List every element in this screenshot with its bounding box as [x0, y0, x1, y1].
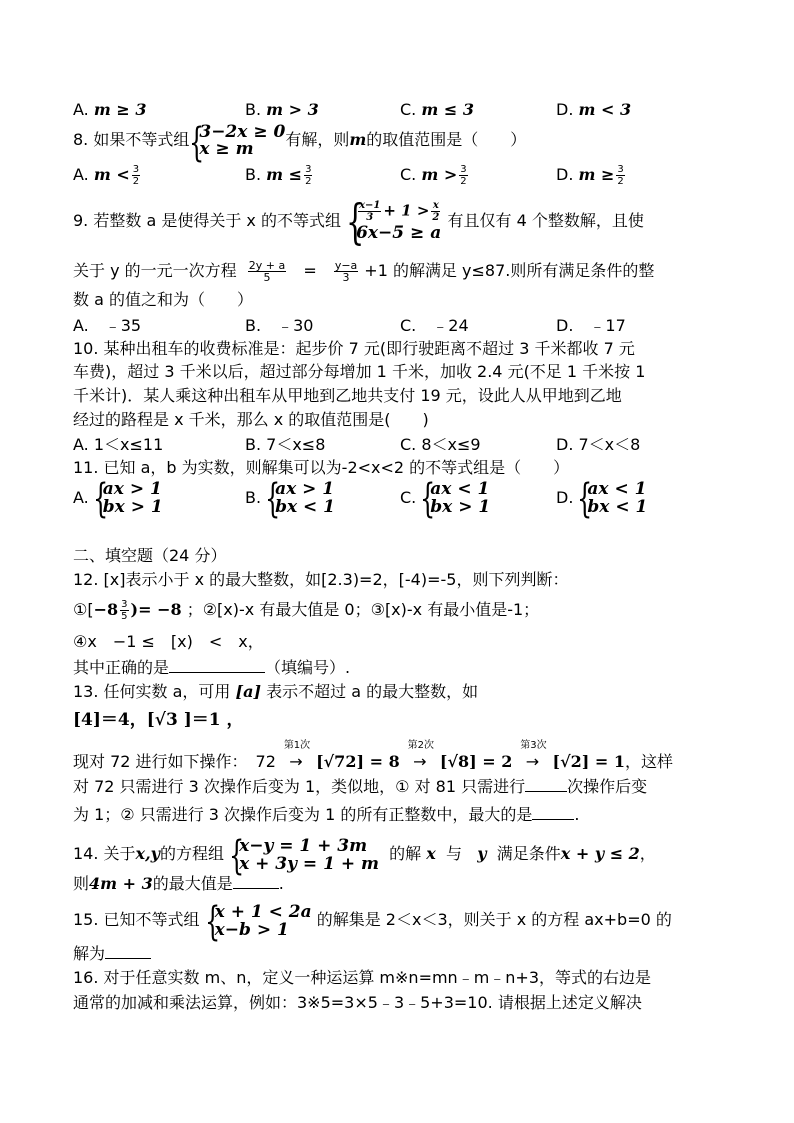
q8-var-m: m [349, 130, 367, 149]
q11-option-a: A. { ax > 1 bx > 1 [73, 476, 163, 522]
q7-option-d-letter: D. [556, 100, 579, 119]
q9-option-c: C. ﹣24 [400, 316, 469, 335]
q15-line2: 解为 [73, 944, 151, 964]
q12-answer: 其中正确的是 （填编号）. [73, 658, 351, 677]
q7-option-b: m > 3 [266, 100, 319, 119]
q10-line2: 车费)，超过 3 千米以后，超过部分每增加 1 千米，加收 2.4 元(不足 1 千米按 1 [73, 362, 646, 381]
q9-option-d: D. ﹣17 [556, 316, 626, 335]
q7-options [73, 100, 753, 122]
q13-arrow-2: 第2次 → [407, 740, 434, 771]
q14-line2: 则4m + 3的最大值是 . [73, 874, 284, 893]
q9-suffix: 有且仅有 4 个整数解，且使 [447, 211, 644, 230]
q15-stem: 15. 已知不等式组 { x + 1 < 2a x−b > 1 的解集是 2＜x＜3，则关于 x 的方程 ax+b=0 的 [73, 898, 672, 945]
q10-line1: 10. 某种出租车的收费标准是：起步价 7 元(即行驶距离不超过 3 千米都收 7 元 [73, 339, 635, 358]
q7-option-b-letter: B. [245, 100, 267, 119]
q8-system: { 3−2x ≥ 0 x ≥ m [189, 119, 286, 166]
q15-blank[interactable] [105, 958, 151, 959]
q13-line3: 为 1；② 只需进行 3 次操作后变为 1 的所有正整数中，最大的是 . [73, 805, 580, 824]
q13-stem: 13. 任何实数 a，可用 [a] 表示不超过 a 的最大整数，如 [73, 682, 479, 701]
q16-line1: 16. 对于任意实数 m、n，定义一种运运算 m※n=mn﹣m﹣n+3，等式的右边是 [73, 968, 652, 987]
q8-option-d: D. m ≥ $\frac{3}{2}$ [556, 164, 624, 187]
q11-option-d: D. { ax < 1 bx < 1 [556, 476, 648, 522]
q12-items: ①[−8 $\frac{3}{5}$ )= −8 ；②[x)-x 有最大值是 0；③[x)-x 有最小值是-1； [73, 599, 540, 622]
q13-example: [4]＝4，[√3 ]＝1 ， [73, 710, 244, 730]
q9-line3: 数 a 的值之和为（ ） [73, 290, 253, 309]
q8-option-b: B. m ≤ $\frac{3}{2}$ [245, 164, 312, 187]
q10-option-b: B. 7＜x≤8 [245, 435, 326, 454]
q13-blank-2[interactable] [532, 819, 574, 820]
q7-option-a: m ≥ 3 [93, 100, 147, 119]
q7-option-c: m ≤ 3 [421, 100, 474, 119]
q8-suffix-b: 的取值范围是（ ） [366, 130, 527, 149]
q10-line4: 经过的路程是 x 千米，那么 x 的取值范围是( ) [73, 410, 429, 429]
q10-option-c: C. 8＜x≤9 [400, 435, 481, 454]
q7-option-d: m < 3 [578, 100, 632, 119]
q14-stem: 14. 关于x,y的方程组 { x−y = 1 + 3m x + 3y = 1 + m 的解 x 与 y 满足条件x + y ≤ 2， [73, 832, 656, 879]
q10-option-d: D. 7＜x＜8 [556, 435, 641, 454]
q8-options [73, 164, 753, 196]
q16-line2: 通常的加减和乘法运算，例如：3※5=3×5﹣3﹣5+3=10. 请根据上述定义解决 [73, 993, 642, 1012]
q12-answer-blank[interactable] [169, 672, 265, 673]
section-fill-in-title: 二、填空题（24 分） [73, 546, 227, 565]
q10-option-a: A. 1＜x≤11 [73, 435, 164, 454]
q13-line2: 对 72 只需进行 3 次操作后变为 1，类似地，① 对 81 只需进行 次操作后变 [73, 777, 648, 796]
q7-option-c-letter: C. [400, 100, 422, 119]
q12-stem: 12. [x]表示小于 x 的最大整数，如[2.3)=2，[-4)=-5，则下列判断： [73, 570, 569, 589]
q8-stem [73, 119, 527, 166]
q9-system: { $\frac{x-1}{3}$ + 1 > $\frac{x}{2}$ 6x−5 ≥ a [346, 194, 442, 250]
q12-item4: ④x −1 ≤ [x) < x， [73, 632, 264, 651]
q11-options [73, 476, 753, 522]
q11-option-b: B. { ax > 1 bx < 1 [245, 476, 335, 522]
q9-options [73, 316, 753, 336]
q8-sys-row1: 3−2x ≥ 0 [199, 121, 286, 142]
q10-options [73, 435, 753, 455]
q14-blank[interactable] [233, 888, 279, 889]
q8-suffix-a: 有解，则 [285, 130, 350, 149]
q8-sys-row2: x ≥ m [199, 138, 254, 159]
q13-operation: 现对 72 进行如下操作： 72 第1次 → [√72] = 8 第2次 → [√8] = 2 第3次 → [√2] = 1，这样 [73, 740, 674, 771]
q13-blank-1[interactable] [525, 791, 567, 792]
q11-option-c: C. { ax < 1 bx > 1 [400, 476, 491, 522]
q8-option-a: A. m < $\frac{3}{2}$ [73, 164, 140, 187]
q9-stem [73, 194, 644, 250]
q8-option-c: C. m > $\frac{3}{2}$ [400, 164, 467, 187]
q9-line2: 关于 y 的一元一次方程 $\frac{2y + a}{5}$ = $\frac{y-a}{3}$ +1 的解满足 y≤87.则所有满足条件的整 [73, 259, 655, 284]
q10-line3: 千米计)．某人乘这种出租车从甲地到乙地共支付 19 元，设此人从甲地到乙地 [73, 386, 622, 405]
q9-option-b: B. ﹣30 [245, 316, 314, 335]
q8-prefix: 8. 如果不等式组 [73, 130, 190, 149]
q11-stem: 11. 已知 a，b 为实数，则解集可以为-2<x<2 的不等式组是（ ） [73, 458, 570, 477]
q9-prefix: 9. 若整数 a 是使得关于 x 的不等式组 [73, 211, 341, 230]
q9-option-a: A. ﹣35 [73, 316, 142, 335]
q7-option-a-letter: A. [73, 100, 94, 119]
q13-arrow-1: 第1次 → [283, 740, 311, 771]
q13-arrow-3: 第3次 → [520, 740, 547, 771]
